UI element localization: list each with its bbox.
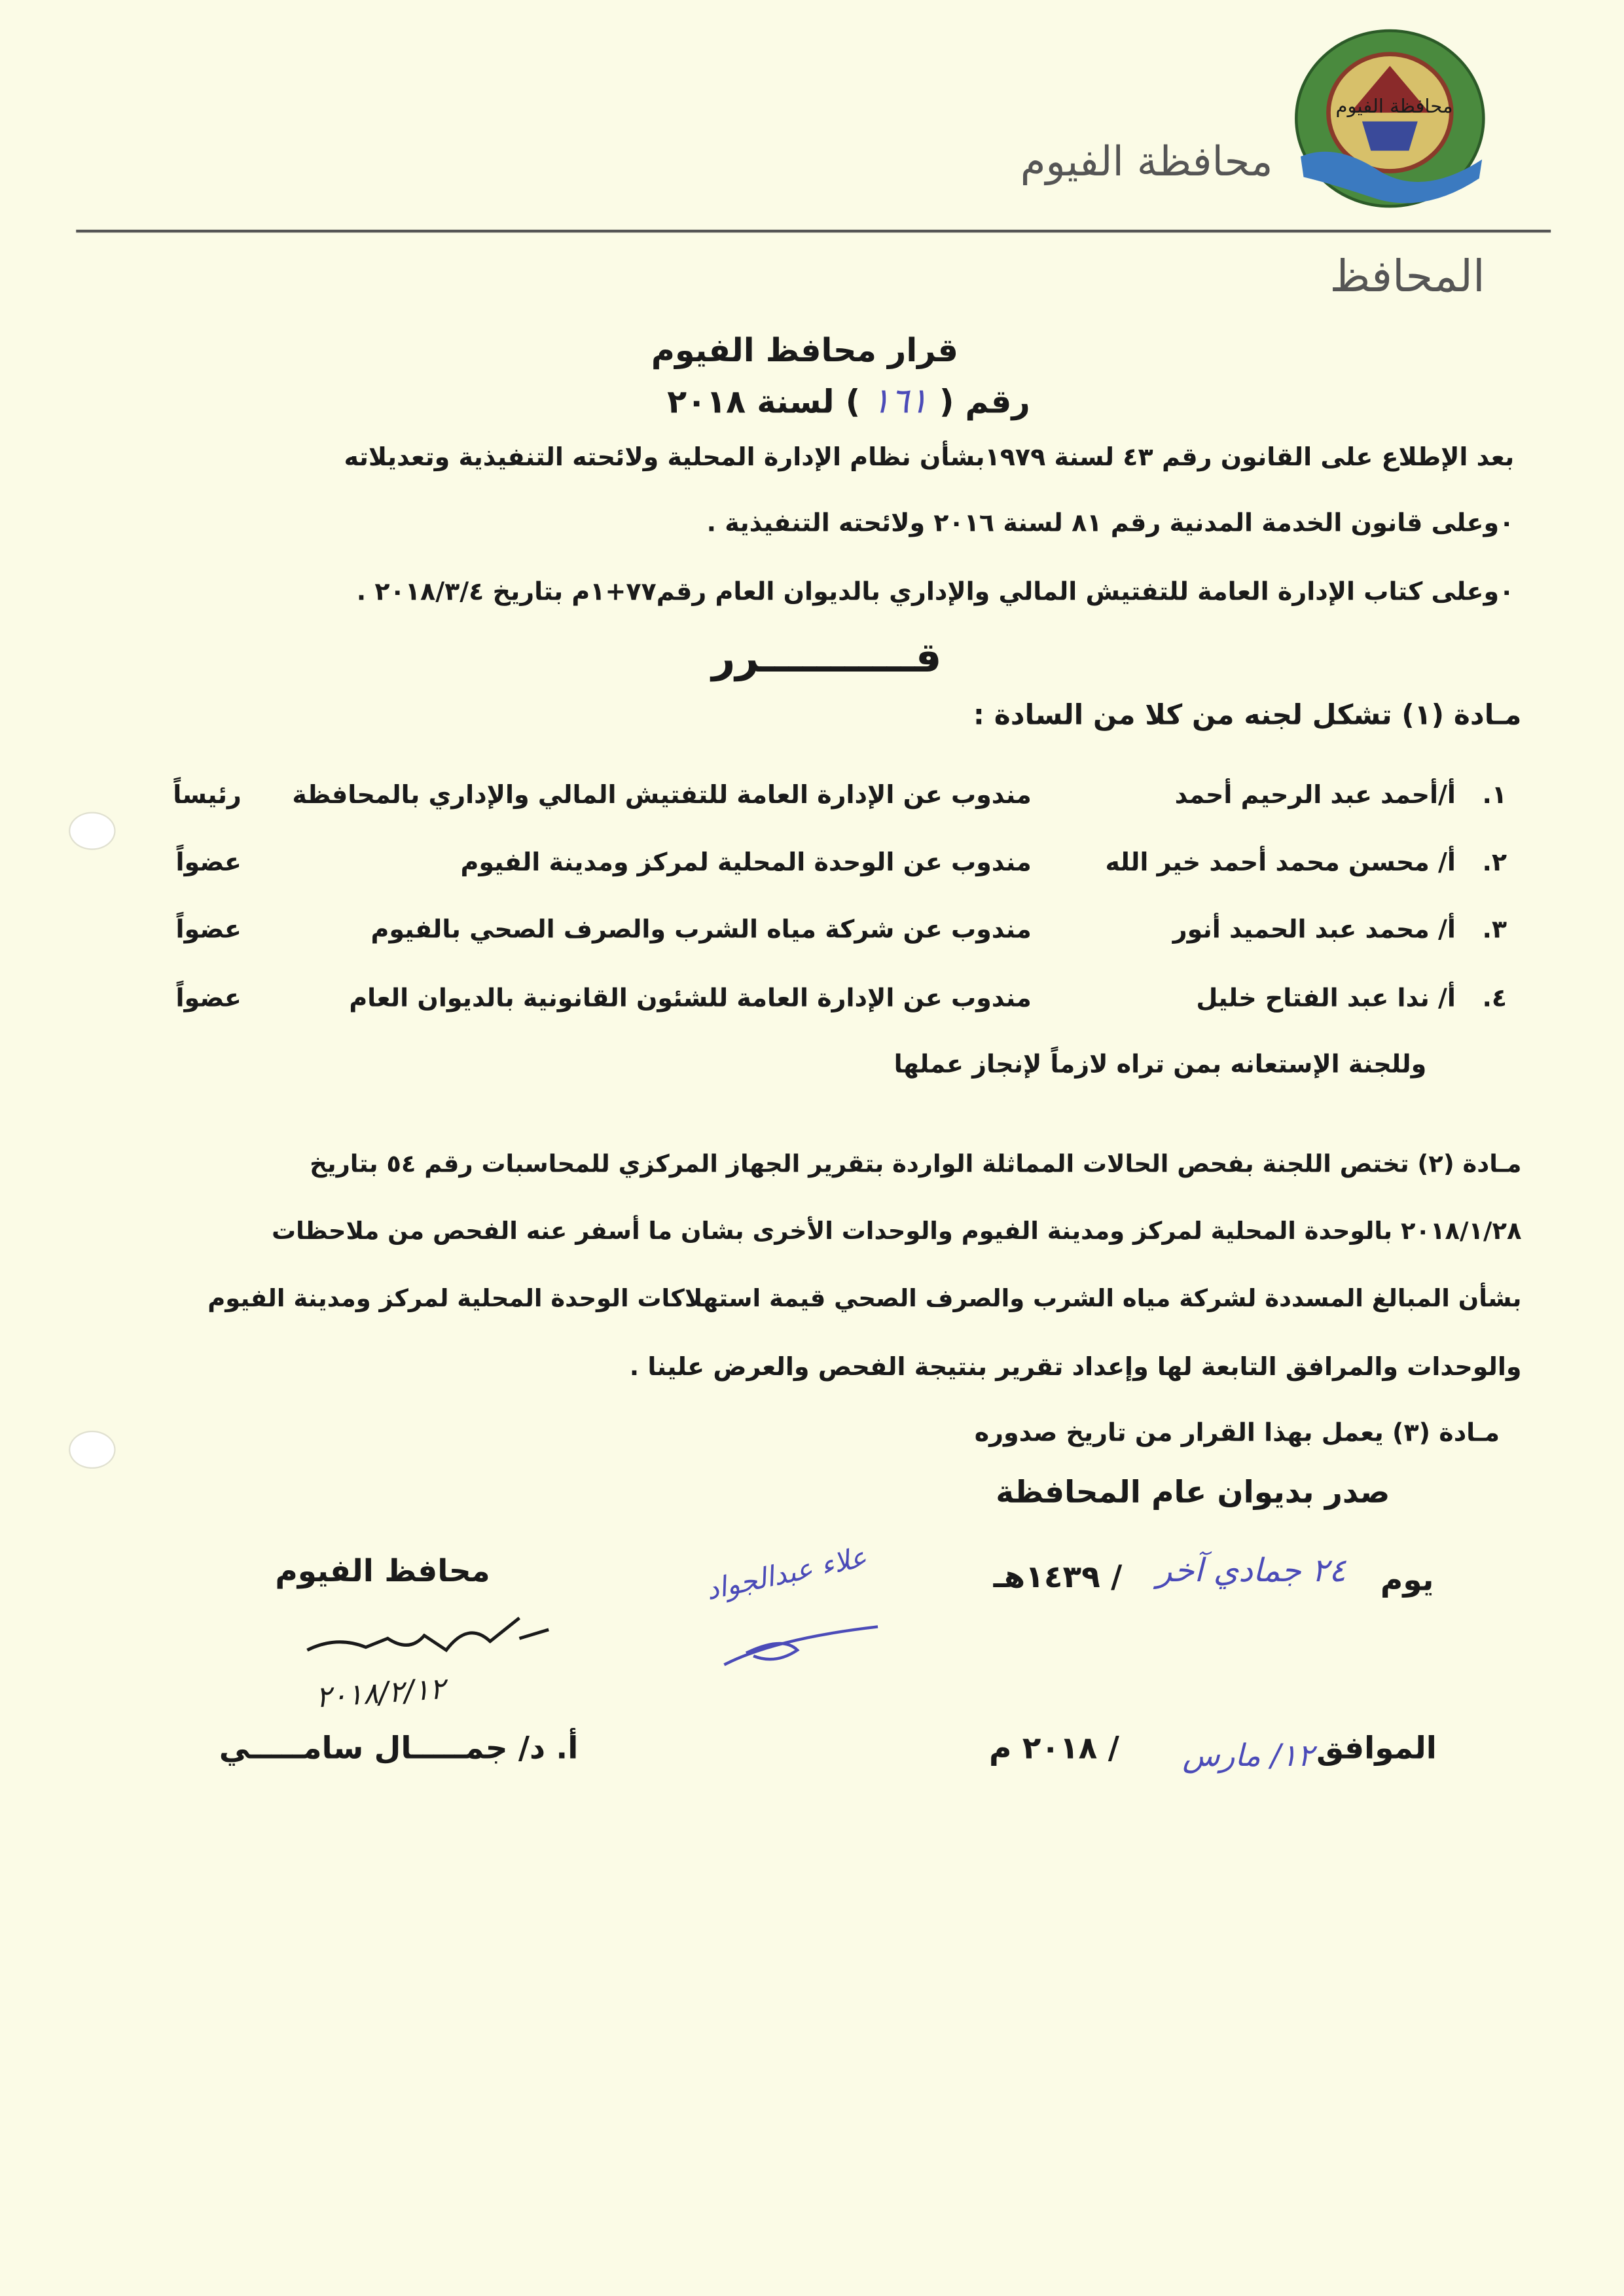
- article3: مـادة (٣) يعمل بهذا القرار من تاريخ صدوره: [974, 1419, 1500, 1448]
- preamble-line-3: ٠وعلى كتاب الإدارة العامة للتفتيش المالي والإداري بالديوان العام رقم٧٧+١م بتاريخ ٢٠١٨/٣/٤ .: [356, 577, 1515, 607]
- governor-handwritten-date: ٢٠١٨/٢/١٢: [314, 1670, 446, 1715]
- decree-number-handwritten: ١٦١: [871, 380, 928, 422]
- member-2-role: مندوب عن الوحدة المحلية لمركز ومدينة الفيوم: [460, 848, 1032, 878]
- decree-number-suffix: ) لسنة ٢٠١٨: [667, 384, 861, 422]
- reviewer-signature-stroke: [717, 1609, 885, 1676]
- decree-number-prefix: رقم (: [939, 384, 1030, 422]
- member-4-number: ٤.: [1482, 984, 1507, 1014]
- decree-title: قرار محافظ الفيوم: [651, 333, 958, 370]
- member-1-position: رئيساً: [173, 781, 242, 811]
- member-4-position: عضواً: [175, 984, 242, 1014]
- article2-line-3: بشأن المبالغ المسددة لشركة مياه الشرب والصرف الصحي قيمة استهلاكات الوحدة المحلية لمركز ومدينة الفيوم: [208, 1284, 1522, 1312]
- governor-name: أ. د/ جمـــــال سامـــــي: [219, 1731, 579, 1766]
- office-label: المحافظ: [1329, 251, 1485, 303]
- punch-hole-bottom: [69, 1431, 116, 1469]
- header-divider: [76, 230, 1551, 232]
- issued-at: صدر بديوان عام المحافظة: [996, 1474, 1390, 1510]
- hijri-handwritten-date: ٢٤ جمادي آخر: [1156, 1553, 1346, 1590]
- member-3-name: أ/ محمد عبد الحميد أنور: [1172, 916, 1456, 945]
- article2-line-2: ٢٠١٨/١/٢٨ بالوحدة المحلية لمركز ومدينة الفيوم والوحدات الأخرى بشان ما أسفر عنه الفحص من ملاحظات: [272, 1217, 1522, 1246]
- governorate-logo: [1292, 25, 1490, 215]
- reviewer-signature-name: علاء عبدالجواد: [703, 1541, 870, 1607]
- preamble-line-1: بعد الإطلاع على القانون رقم ٤٣ لسنة ١٩٧٩بشأن نظام الإدارة المحلية ولائحته التنفيذية وتعديلاته: [344, 443, 1515, 473]
- corresponding-label: الموافق: [1316, 1731, 1437, 1766]
- governor-signature: [300, 1609, 556, 1668]
- member-4-name: أ/ ندا عبد الفتاح خليل: [1196, 984, 1456, 1014]
- preamble-line-2: ٠وعلى قانون الخدمة المدنية رقم ٨١ لسنة ٢٠١٦ ولائحته التنفيذية .: [706, 509, 1515, 539]
- member-1-number: ١.: [1482, 781, 1507, 811]
- article1-intro: مـادة (١) تشكل لجنه من كلا من السادة :: [973, 699, 1522, 732]
- gregorian-printed-year: / ٢٠١٨ م: [988, 1731, 1119, 1766]
- member-1-role: مندوب عن الإدارة العامة للتفتيش المالي والإداري بالمحافظة: [292, 781, 1032, 811]
- decree-number-line: [629, 380, 1068, 422]
- governor-title: محافظ الفيوم: [275, 1553, 490, 1589]
- member-3-number: ٣.: [1482, 916, 1507, 945]
- article2-line-1: مـادة (٢) تختص اللجنة بفحص الحالات المماثلة الواردة بتقرير الجهاز المركزي للمحاسبات رقم ٥٤ بتاريخ: [310, 1149, 1522, 1178]
- member-2-position: عضواً: [175, 848, 242, 878]
- assistance-line: وللجنة الإستعانه بمن تراه لازماً لإنجاز عملها: [893, 1050, 1427, 1080]
- member-2-name: أ/ محسن محمد أحمد خير الله: [1105, 848, 1456, 878]
- member-3-role: مندوب عن شركة مياه الشرب والصرف الصحي بالفيوم: [370, 916, 1032, 945]
- governorate-name: محافظة الفيوم: [1020, 137, 1273, 186]
- member-4-role: مندوب عن الإدارة العامة للشئون القانونية بالديوان العام: [349, 984, 1032, 1014]
- logo-text: محافظة الفيوم: [1335, 95, 1453, 118]
- article2-line-4: والوحدات والمرافق التابعة لها وإعداد تقرير بنتيجة الفحص والعرض علينا .: [629, 1353, 1522, 1383]
- gregorian-handwritten-date: ١٢/ مارس: [1182, 1738, 1314, 1773]
- member-3-position: عضواً: [175, 916, 242, 945]
- member-1-name: أ/أحمد عبد الرحيم أحمد: [1174, 781, 1456, 811]
- hijri-printed-year: / ١٤٣٩هـ: [993, 1559, 1123, 1595]
- decided-heading: قـــــــــــرر: [712, 633, 942, 682]
- member-2-number: ٢.: [1482, 848, 1507, 878]
- punch-hole-top: [69, 812, 116, 850]
- day-label: يوم: [1380, 1562, 1434, 1598]
